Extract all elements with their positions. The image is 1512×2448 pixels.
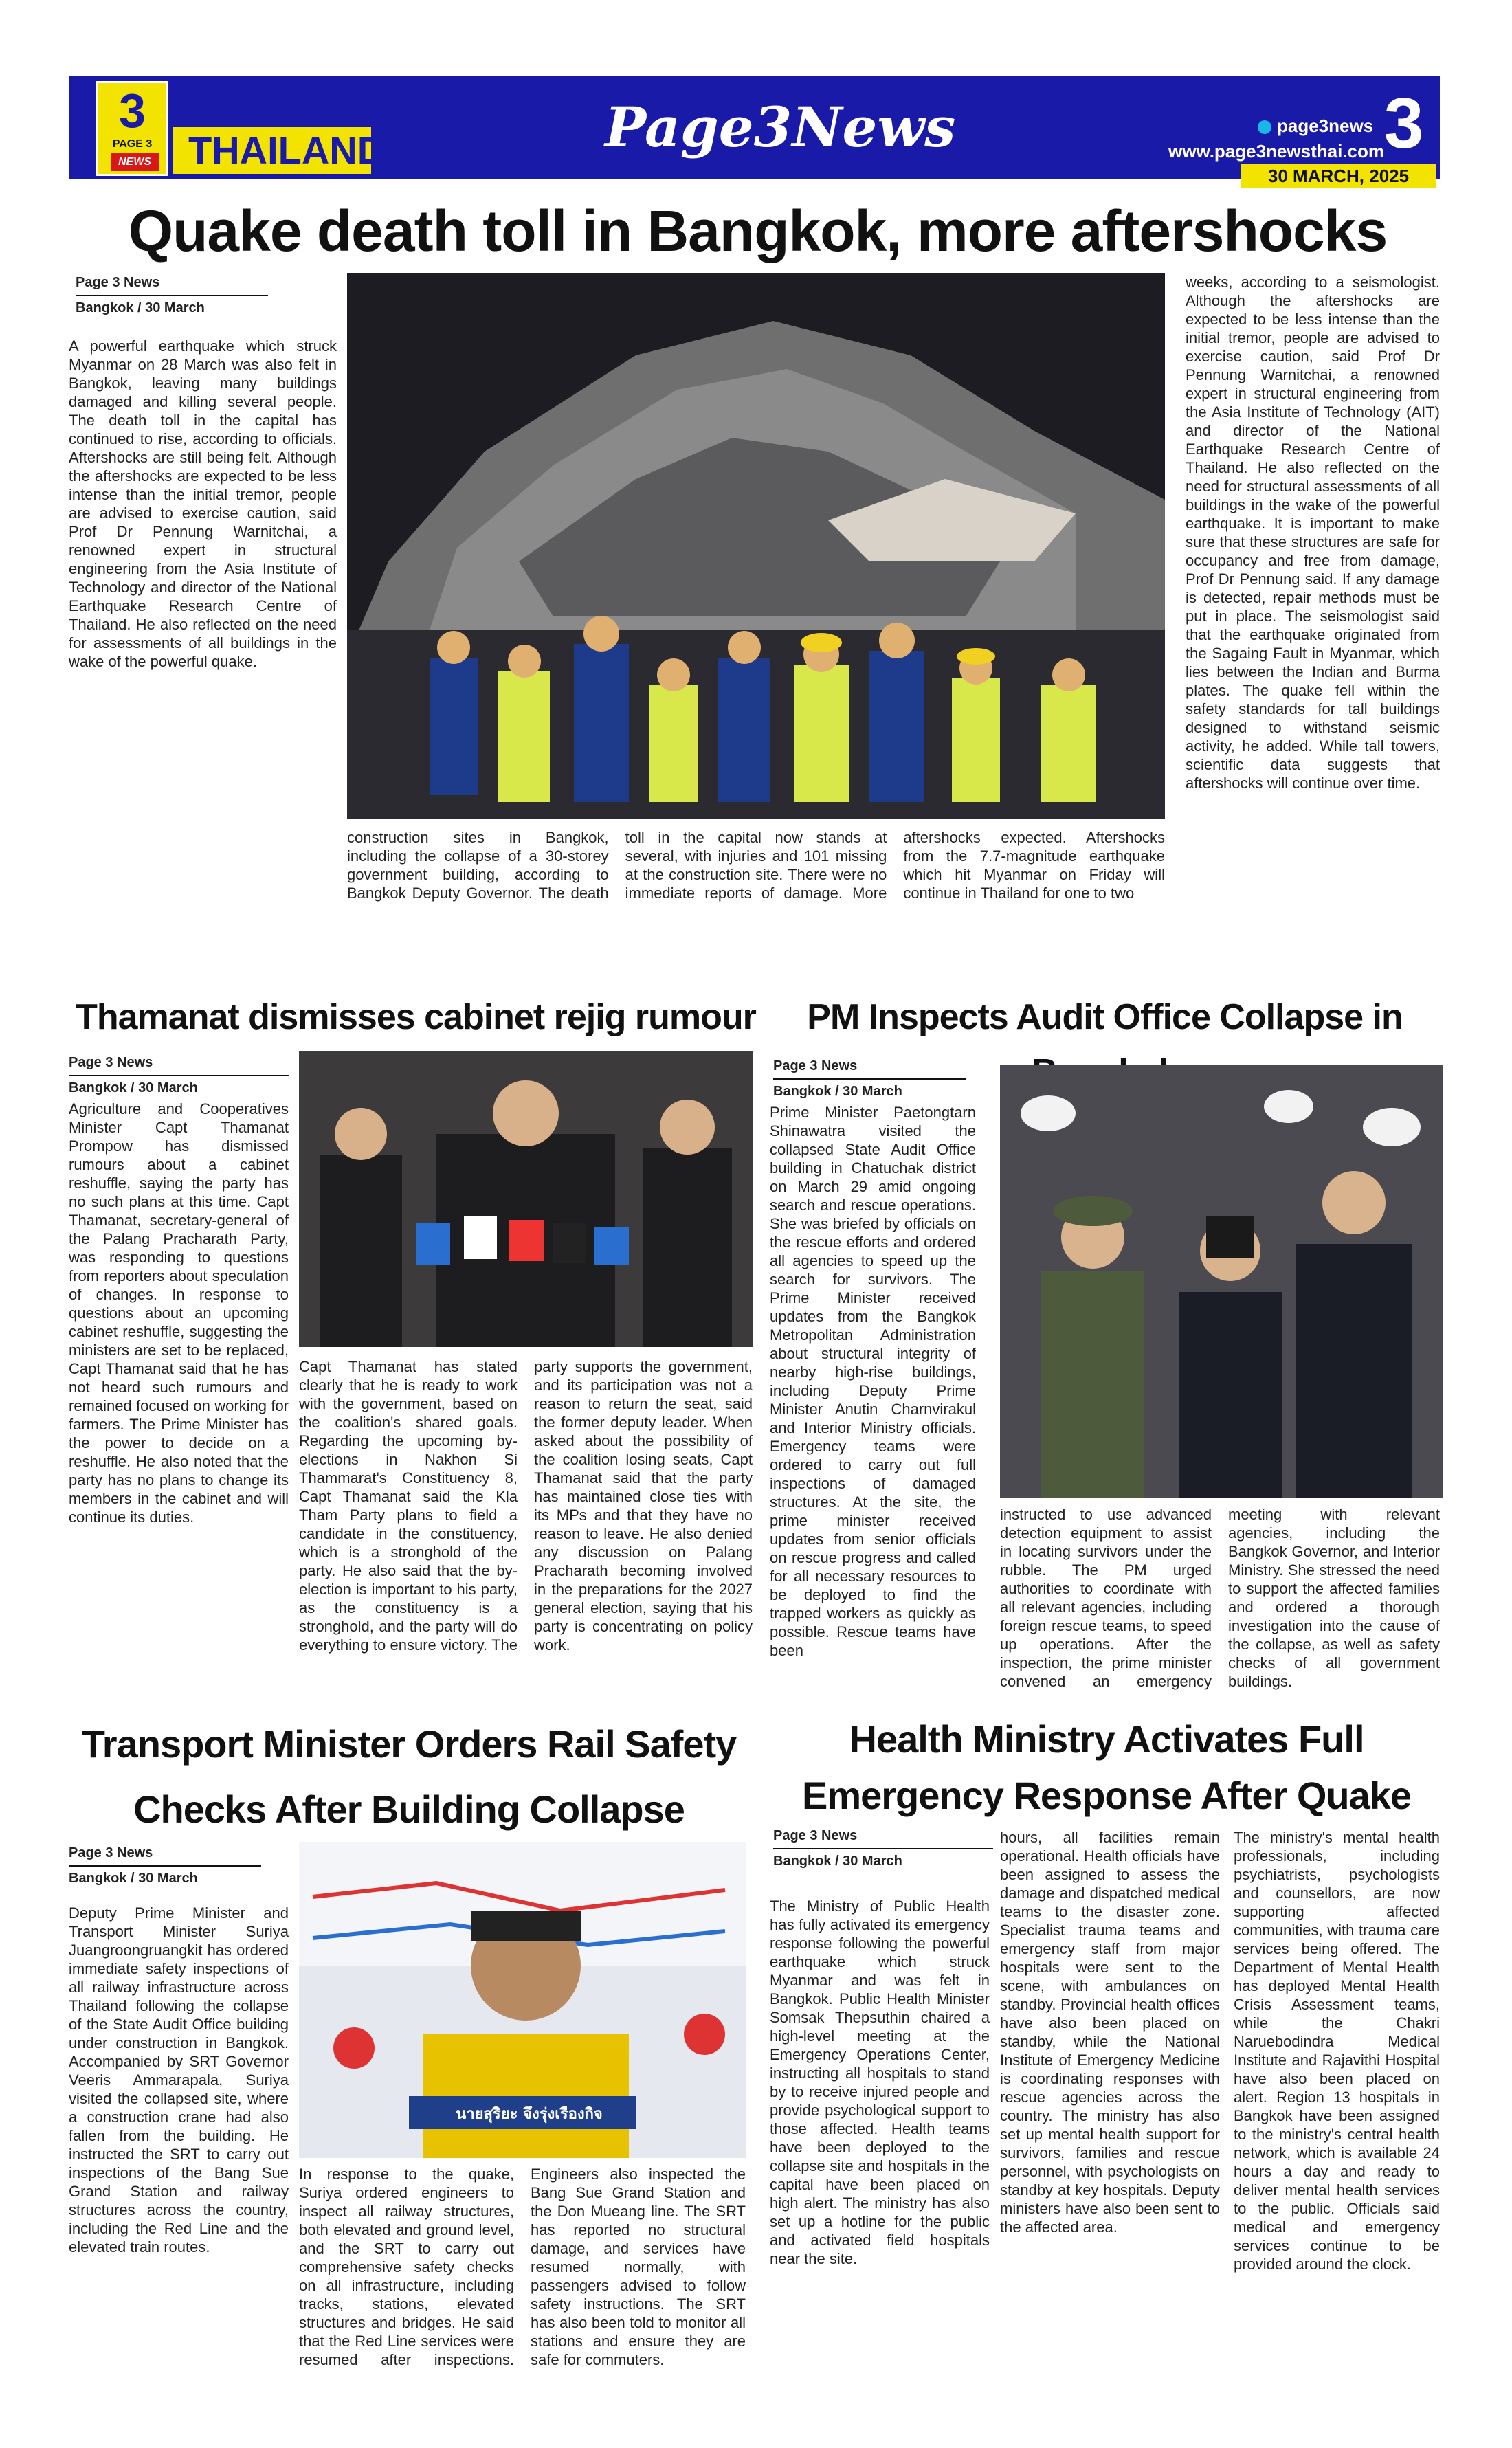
health-dateline: Bangkok / 30 March bbox=[773, 1854, 902, 1869]
byline-divider bbox=[69, 1865, 261, 1867]
transport-left-column: Deputy Prime Minister and Transport Minister Suriya Juangroongruangkit has ordered immediate safety inspections of all railway infrastructure across Thailand following the collapse of the State Audit Office building under construction in Bangkok. Accompanied by SRT Governor Veeris Ammarapala, Suriya visited the collapsed site, where a construction crane had also fallen from the building. He instructed the SRT to carry out inspections of the Bang Sue Grand Station and railway structures across the country, including the Red Line and the elevated train routes. bbox=[69, 1904, 289, 2256]
pm-inspects-byline bbox=[773, 1058, 966, 1100]
issue-date: 30 MARCH, 2025 bbox=[1241, 164, 1436, 188]
pm-inspects-headline: PM Inspects Audit Office Collapse in bbox=[807, 997, 1403, 1037]
pm-inspects-dateline: Bangkok / 30 March bbox=[773, 1084, 902, 1099]
social-handle-text: page3news bbox=[1277, 115, 1374, 136]
page3-logo[interactable] bbox=[96, 81, 168, 176]
logo-news-tag: NEWS bbox=[111, 153, 159, 171]
logo-sub: PAGE 3 bbox=[112, 138, 153, 150]
health-source: Page 3 News bbox=[773, 1828, 858, 1843]
byline-divider bbox=[69, 1075, 289, 1076]
social-handle[interactable] bbox=[1258, 113, 1373, 138]
transport-headline: Transport Minister Orders Rail Safety Checks After Building Collapse bbox=[81, 1722, 737, 1831]
press-conference-illustration bbox=[299, 1051, 753, 1347]
byline-divider bbox=[76, 295, 268, 296]
pm-inspects-source: Page 3 News bbox=[773, 1058, 858, 1073]
main-right-column: weeks, according to a seismologist. Although the aftershocks are expected to be less intense than the initial tremor, people are advised to exercise caution, said Prof Dr Pennung Warnitchai, a renowned expert in structural engineering from the Asia Institute of Technology (AIT) and director of the National Earthquake Research Centre of Thailand. He also reflected on the need for structural assessments of all buildings in the wake of the powerful earthquake. It is important to make sure that these structures are safe for occupancy and free from damage, Prof Dr Pennung said. If any damage is detected, repair methods must be put in place. The seismologist said that the earthquake originated from the Sagaing Fault in Myanmar, which lies between the Indian and Burma plates. The quake fell within the safety standards for tall buildings designed to withstand seismic activity, he added. While tall towers, scientific data suggests that aftershocks will continue over time. bbox=[1186, 274, 1440, 792]
thamanat-left-column: Agriculture and Cooperatives Minister Capt Thamanat Prompow has dismissed rumours about a cabinet reshuffle, saying the party has no such plans at this time. Capt Thamanat, secretary-general of the Palang Pracharath Party, was responding to questions from reporters about speculation of changes. In response to questions about an upcoming cabinet reshuffle, suggesting the ministers are set to be replaced, Capt Thamanat said that he has not heard such rumours and remained focused on working for farmers. The Prime Minister has the power to decide on a reshuffle. He also noted that the party has no plans to change its members in the cabinet and will continue its duties. bbox=[69, 1100, 289, 1526]
logo-number: 3 bbox=[119, 84, 146, 137]
thamanat-byline bbox=[69, 1055, 289, 1096]
main-left-column: A powerful earthquake which struck Myanmar on 28 March was also felt in Bangkok, leaving many buildings damaged and killing several people. The death toll in the capital has continued to rise, according to officials. Aftershocks are still being felt. Although the aftershocks are expected to be less intense than the initial tremor, people are advised to exercise caution, said Prof Dr Pennung Warnitchai, a renowned expert in structural engineering from the Asia Institute of Technology and director of the National Earthquake Research Centre of Thailand. He also reflected on the need for assessments of all buildings in the wake of the powerful quake. bbox=[69, 337, 337, 670]
health-headline: Health Ministry Activates Full Emergency Response After Quake bbox=[801, 1717, 1412, 1817]
transport-dateline: Bangkok / 30 March bbox=[69, 1871, 198, 1886]
transport-photo-caption: นายสุริยะ จึงรุ่งเรืองกิจ bbox=[456, 2106, 603, 2123]
main-headline: Quake death toll in Bangkok, more aftershocks bbox=[128, 199, 1388, 263]
byline-divider bbox=[773, 1848, 993, 1849]
main-byline bbox=[76, 275, 268, 323]
health-middle-column: hours, all facilities remain operational. Health officials have been assigned to assess the damage and dispatched medical teams to the disaster zone. Specialist trauma teams and emergency staff from major hospitals were sent to the scene, with ambulances on standby. Provincial health offices have also been placed on standby, while the National Institute of Emergency Medicine is coordinating responses with rescue agencies across the country. The ministry has also set up mental health support for survivors, families and rescue personnel, with psychologists on standby at key hospitals. Deputy ministers have also been sent to the affected area. bbox=[1000, 1829, 1220, 2236]
pm-inspects-left-column: Prime Minister Paetongtarn Shinawatra visited the collapsed State Audit Office building in Chatuchak district on March 29 amid ongoing search and rescue operations. She was briefed by officials on the rescue efforts and ordered all agencies to speed up the search for survivors. The Prime Minister received updates from the Bangkok Metropolitan Administration about structural integrity of nearby high-rise buildings, including Deputy Prime Minister Anutin Charnvirakul and Interior Ministry officials. Emergency teams were ordered to carry out full inspections of damaged structures. At the site, the prime minister received updates from senior officials on rescue progress and called for all necessary resources to be deployed to find the trapped workers as quickly as possible. Rescue teams have been bbox=[770, 1104, 976, 1659]
main-source: Page 3 News bbox=[76, 275, 160, 290]
thamanat-press-photo bbox=[299, 1051, 753, 1347]
website-link[interactable]: www.page3newsthai.com bbox=[1168, 141, 1385, 162]
health-byline bbox=[773, 1828, 993, 1883]
health-left-column: The Ministry of Public Health has fully activated its emergency response following the powerful earthquake which struck Myanmar and was felt in Bangkok. Public Health Minister Somsak Thepsuthin chaired a high-level meeting at the Emergency Operations Center, instructing all hospitals to stand by to receive injured people and provide psychological support to those affected. Health teams have been deployed to the collapse site and hospitals in the capital have been placed on high alert. The ministry has also set up a hotline for the public and activated field hospitals near the site. bbox=[770, 1898, 990, 2267]
thamanat-source: Page 3 News bbox=[69, 1055, 153, 1070]
newspaper-brand: Page3News bbox=[605, 95, 956, 159]
main-middle-column: construction sites in Bangkok, including the collapse of a 30-storey government building, according to Bangkok Deputy Governor. The death toll in the capital now stands at several, with injuries and 101 missing at the construction site. There were no immediate reports of damage. More aftershocks expected. Aftershocks from the 7.7-magnitude earthquake which hit Myanmar on Friday will continue in Thailand for one to two bbox=[347, 829, 1165, 902]
health-right-column: The ministry's mental health professionals, including psychiatrists, psychologists and counsellors, are now supporting affected communities, with trauma care services being offered. The Department of Mental Health has deployed Mental Health Crisis Assessment teams, while the Chakri Naruebodindra Medical Institute and Rajavithi Hospital have also been placed on alert. Region 13 hospitals in Bangkok have been assigned to the ministry's central health network, which is available 24 hours a day and ready to deliver mental health services to the public. Officials said medical and emergency services continue to be provided around the clock. bbox=[1234, 1829, 1440, 2273]
rescue-scene-illustration bbox=[347, 273, 1165, 819]
thamanat-headline: Thamanat dismisses cabinet rejig rumour bbox=[76, 997, 756, 1037]
transport-minister-photo bbox=[299, 1842, 746, 2158]
main-dateline: Bangkok / 30 March bbox=[76, 300, 205, 315]
country-tab: THAILAND bbox=[173, 127, 371, 174]
transport-byline bbox=[69, 1845, 261, 1893]
page-number: 3 bbox=[1383, 84, 1424, 164]
transport-source: Page 3 News bbox=[69, 1845, 153, 1860]
pm-inspection-photo bbox=[1000, 1065, 1443, 1498]
transport-bottom-columns: In response to the quake, Suriya ordered engineers to inspect all railway structures, both elevated and ground level, and the SRT to carry out comprehensive safety checks on all infrastructure, including tracks, stations, elevated structures and bridges. He said that the Red Line services were resumed after inspections. Engineers also inspected the Bang Sue Grand Station and the Don Mueang line. The SRT has reported no structural damage, and services have resumed normally, with passengers advised to follow safety instructions. The SRT has also been told to monitor all stations and ensure they are safe for commuters. bbox=[299, 2166, 746, 2368]
social-icon bbox=[1258, 120, 1271, 134]
pm-inspects-bottom-columns: instructed to use advanced detection equipment to assist in locating survivors under the rubble. The PM urged authorities to coordinate with all relevant agencies, including foreign rescue teams, to speed up operations. After the inspection, the prime minister convened an emergency meeting with relevant agencies, including the Bangkok Governor, and Interior Ministry. She stressed the need to support the affected families and ordered a thorough investigation into the cause of the collapse, as well as safety checks of all government buildings. bbox=[1000, 1506, 1440, 1690]
thamanat-dateline: Bangkok / 30 March bbox=[69, 1080, 198, 1095]
thamanat-bottom-columns: Capt Thamanat has stated clearly that he is ready to work with the government, based on the coalition's shared goals. Regarding the upcoming by-elections in Nakhon Si Thammarat's Constituency 8, Capt Thamanat said the Kla Tham Party plans to field a candidate in the constituency, which is a stronghold of the party. He also said that the by-election is important to his party, as the constituency is a stronghold, and the party will do everything to ensure victory. The party supports the government, and its participation was not a reason to return the seat, said the former deputy leader. When asked about the possibility of the coalition losing seats, Capt Thamanat said that the party has maintained close ties with its MPs and that they have no reason to leave. He also denied any discussion on Palang Pracharath becoming involved in the preparations for the 2027 general election, saying that his party is concentrating on policy work. bbox=[299, 1358, 753, 1654]
collapse-rescue-photo bbox=[347, 273, 1165, 819]
byline-divider bbox=[773, 1078, 966, 1080]
inspection-scene-illustration bbox=[1000, 1065, 1443, 1498]
